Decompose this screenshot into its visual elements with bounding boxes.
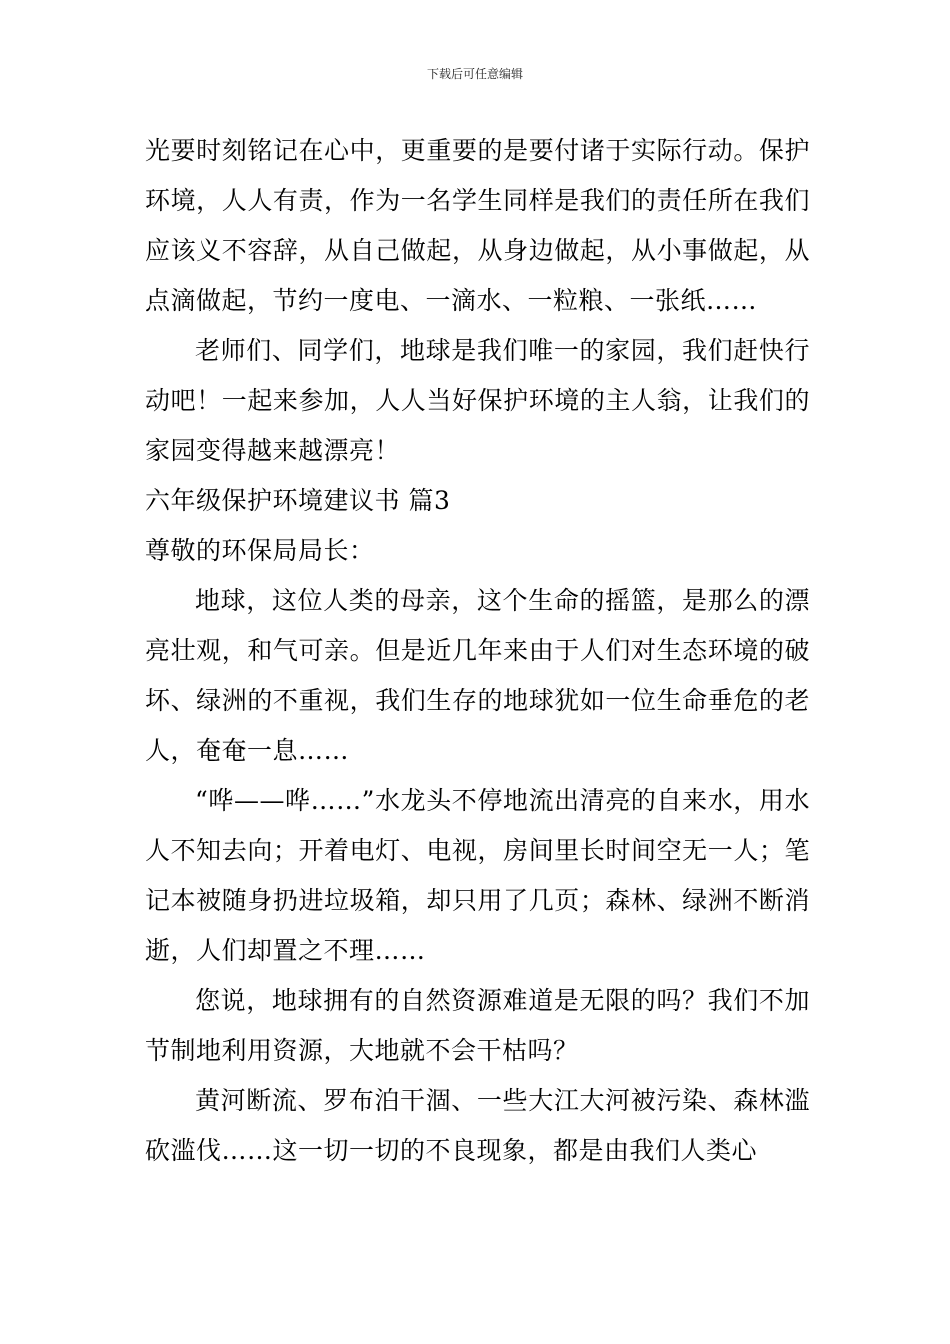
paragraph-6: 黄河断流、罗布泊干涸、一些大江大河被污染、森林滥砍滥伐……这一切一切的不良现象，都是由我们人类心	[145, 1086, 810, 1165]
page-header: 下载后可任意编辑	[426, 67, 523, 81]
paragraph-5: 您说，地球拥有的自然资源难道是无限的吗？我们不加节制地利用资源，大地就不会干枯吗？	[145, 986, 810, 1065]
section-title: 六年级保护环境建议书 篇3	[145, 486, 451, 515]
paragraph-2: 老师们、同学们，地球是我们唯一的家园，我们赶快行动吧！一起来参加，人人当好保护环境的主人翁，让我们的家园变得越来越漂亮！	[145, 336, 810, 465]
paragraph-1: 光要时刻铭记在心中，更重要的是要付诸于实际行动。保护环境，人人有责，作为一名学生同样是我们的责任所在我们应该义不容辞，从自己做起，从身边做起，从小事做起，从点滴做起，节约一度电、一滴水、一粒粮、一张纸……	[145, 136, 810, 315]
salutation: 尊敬的环保局局长：	[145, 536, 375, 565]
paragraph-4: “哗——哗……”水龙头不停地流出清亮的自来水，用水人不知去向；开着电灯、电视，房间里长时间空无一人；笔记本被随身扔进垃圾箱，却只用了几页；森林、绿洲不断消逝，人们却置之不理……	[145, 786, 810, 965]
document-body	[145, 126, 810, 1176]
paragraph-3: 地球，这位人类的母亲，这个生命的摇篮，是那么的漂亮壮观，和气可亲。但是近几年来由于人们对生态环境的破坏、绿洲的不重视，我们生存的地球犹如一位生命垂危的老人，奄奄一息……	[145, 586, 810, 765]
